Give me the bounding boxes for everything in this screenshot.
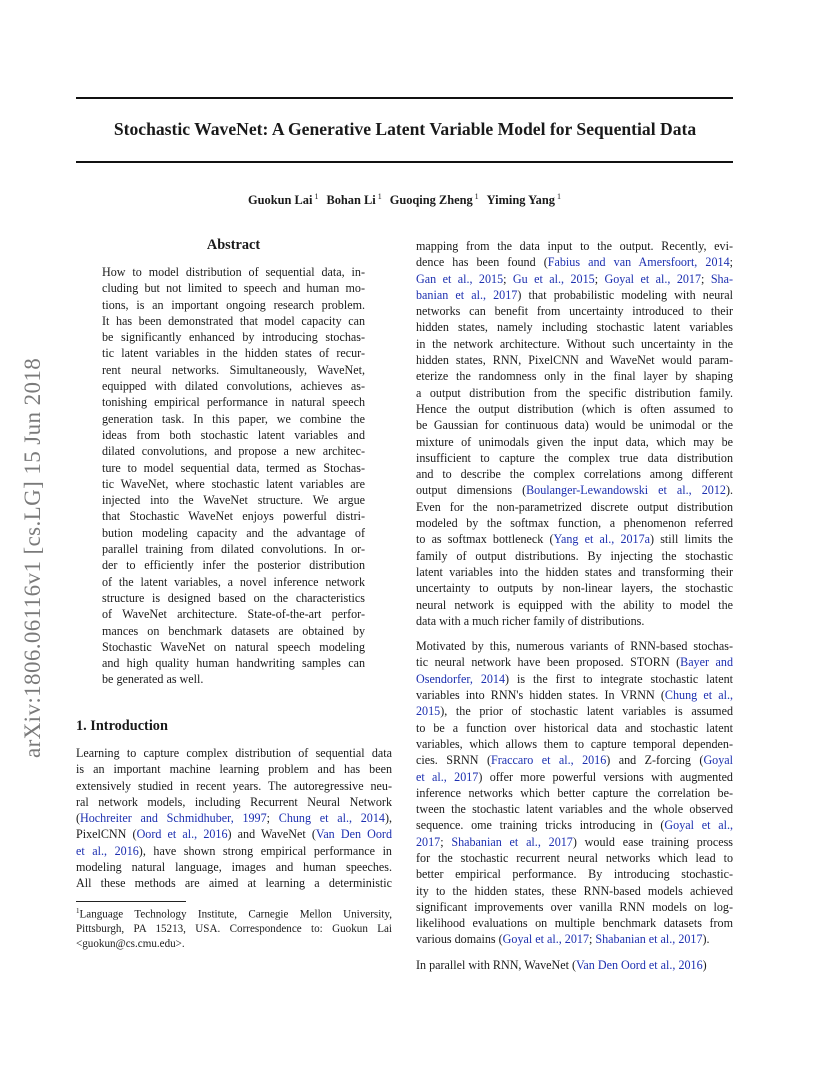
text-line: sequence. ome training tricks introducing in (Goyal et al., (416, 818, 734, 833)
text-line: family of output distributions. By injecting the stochastic (416, 548, 733, 563)
abstract-body (102, 264, 365, 688)
text-line: neural network is equipped with the ability to model the (416, 597, 733, 612)
text-line: extensively studied in recent years. The autoregressive neu- (76, 778, 392, 793)
citation-link[interactable]: Goyal et al., 2017 (502, 932, 589, 947)
author-name: Bohan Li $^1$ (326, 192, 382, 208)
author-name: Guoqing Zheng $^1$ (389, 192, 479, 208)
citation-link[interactable]: Goyal et al., (664, 818, 734, 833)
footnote-marker: 1 (76, 907, 80, 915)
text-line: variables, which allows them to capture temporal dependen- (416, 736, 733, 751)
text-line: be significantly enhanced by introducing stochas- (102, 330, 365, 345)
text-line: uncertainty to outputs by non-linear layers, the stochastic (416, 581, 733, 596)
citation-link[interactable]: et al., 2017 (416, 769, 479, 784)
text-line: insufficient to capture the complex true data distribution (416, 450, 733, 465)
citation-link[interactable]: Goyal et al., 2017 (604, 271, 702, 286)
citation-link[interactable]: 2017 (416, 834, 441, 849)
text-line: 2017; Shabanian et al., 2017) would ease training process (416, 834, 734, 849)
text-line: modeling natural language, images and human speeches. (76, 860, 392, 875)
text-line: structure is designed based on the characteristics (102, 590, 365, 605)
text-line: latent variables into the hidden states and transforming their (416, 564, 733, 579)
text-line: mixture of unimodals given the input data, which may be (416, 434, 733, 449)
text-line: generation task. In this paper, we combine the (102, 411, 365, 426)
text-line: tic latent variables in the hidden states of recur- (102, 346, 365, 361)
citation-link[interactable]: Gu et al., 2015 (512, 271, 595, 286)
text-line: to be a function over historical data and stochastic latent (416, 720, 733, 735)
text-line: inference networks which better capture the correlation be- (416, 785, 733, 800)
footnote-rule (76, 901, 186, 902)
footnote (76, 904, 392, 952)
text-line: likelihood evaluations on multiple benchmark datasets from (416, 916, 733, 931)
text-line: Osendorfer, 2014) is the first to integrate stochastic latent (416, 671, 733, 686)
citation-link[interactable]: Hochreiter and Schmidhuber, 1997 (80, 811, 267, 826)
text-line: be generated as well. (102, 672, 204, 687)
citation-link[interactable]: Van Den Oord (315, 827, 393, 842)
text-line: Learning to capture complex distribution of sequential data (76, 746, 392, 760)
citation-link[interactable]: Oord et al., 2016 (136, 827, 228, 842)
citation-link[interactable]: Boulanger-Lewandowski et al., 2012 (526, 483, 726, 498)
affiliation-marker: 1 (474, 192, 479, 201)
citation-link[interactable]: Osendorfer, 2014 (416, 671, 506, 686)
introduction-heading: 1. Introduction (76, 718, 168, 734)
text-line: ideas from both stochastic latent variables and (102, 427, 365, 442)
text-line: 2015), the prior of stochastic latent variables is assumed (416, 704, 733, 719)
text-line: bution modeling capacity and the advantage of (102, 525, 365, 540)
text-line: hidden states, RNN, PixelCNN and WaveNet would param- (416, 353, 733, 368)
footnote-line: Pittsburgh, PA 15213, USA. Correspondence to: Guokun Lai (76, 923, 392, 936)
citation-link[interactable]: Chung et al., (664, 688, 733, 703)
text-line: output dimensions (Boulanger-Lewandowski et al., 2012). (416, 483, 733, 498)
text-line: significant improvements over vanilla RNN models on log- (416, 899, 733, 914)
text-line: tween the stochastic latent variables and the whole observed (416, 802, 733, 817)
text-line: variables into RNN's hidden states. In VRNN (Chung et al., (416, 688, 733, 703)
citation-link[interactable]: 2015 (416, 704, 441, 719)
citation-link[interactable]: Fabius and van Amersfoort, 2014 (547, 255, 730, 270)
text-line: of the latent variables, a novel inference network (102, 574, 365, 589)
text-line: cluding but not limited to speech and human mo- (102, 281, 365, 296)
text-line: ity to the hidden states, these RNN-based models achieved (416, 883, 733, 898)
text-line: et al., 2017) offer more powerful versions with augmented (416, 769, 733, 784)
text-line: ture to model sequential data, termed as Stochas- (102, 460, 365, 475)
citation-link[interactable]: Fraccaro et al., 2016 (490, 753, 607, 768)
text-line: banian et al., 2017) that probabilistic modeling with neural (416, 287, 734, 302)
text-line: (Hochreiter and Schmidhuber, 1997; Chung et al., 2014), (76, 811, 392, 826)
paragraph (416, 238, 733, 629)
text-line: for the stochastic recurrent neural networks which lead to (416, 850, 733, 865)
text-line: PixelCNN (Oord et al., 2016) and WaveNet (Van Den Oord (76, 827, 393, 842)
author-name: Guokun Lai $^1$ (248, 192, 319, 208)
text-line: It has been demonstrated that model capacity can (102, 313, 365, 328)
text-line: modeled by the softmax function, a phenomenon referred (416, 516, 733, 531)
text-line: rent neural networks. Simultaneously, WaveNet, (102, 362, 365, 377)
text-line: et al., 2016), have shown strong empirical performance in (76, 843, 392, 858)
text-line: equipped with dilated convolutions, achieves as- (102, 379, 365, 394)
text-line: ral network models, including Recurrent Neural Network (76, 794, 392, 809)
text-line: better empirical performance. By introducing stochastic- (416, 867, 733, 882)
footnote-line: $^1$Language Technology Institute, Carnegie Mellon University, (76, 907, 392, 921)
citation-link[interactable]: banian et al., 2017 (416, 287, 518, 302)
citation-link[interactable]: Goyal (703, 753, 733, 768)
citation-link[interactable]: Shabanian et al., 2017 (451, 834, 573, 849)
paragraph (416, 638, 733, 948)
text-line: In parallel with RNN, WaveNet (Van Den Oord et al., 2016) (416, 957, 707, 972)
text-line: in the network architecture. Without such uncertainty in the (416, 336, 733, 351)
text-line: dence has been found (Fabius and van Amersfoort, 2014; (416, 255, 733, 270)
text-line: injected into the WaveNet structure. We argue (102, 493, 365, 508)
text-line: to as softmax bottleneck (Yang et al., 2017a) still limits the (416, 532, 733, 547)
paper-title: Stochastic WaveNet: A Generative Latent Variable Model for Sequential Data (113, 119, 697, 139)
title-rule-bottom (76, 161, 733, 163)
text-line: How to model distribution of sequential data, in- (102, 265, 365, 279)
affiliation-marker: 1 (314, 192, 319, 201)
text-line: a output distribution from the specific distribution family. (416, 385, 733, 400)
text-line: tions, is an important ongoing research problem. (102, 297, 365, 312)
text-line: Motivated by this, numerous variants of RNN-based stochas- (416, 639, 733, 654)
text-line: of WaveNet architecture. State-of-the-art perfor- (102, 607, 365, 622)
citation-link[interactable]: Van Den Oord et al., 2016 (576, 957, 703, 972)
author-name: Yiming Yang $^1$ (486, 192, 561, 208)
text-line: hidden states, namely including stochastic latent variables (416, 320, 733, 335)
citation-link[interactable]: Yang et al., 2017a (553, 532, 651, 547)
citation-link[interactable]: et al., 2016 (76, 843, 139, 858)
citation-link[interactable]: Gan et al., 2015 (416, 271, 504, 286)
paragraph (416, 957, 733, 973)
text-line: Stochastic WaveNet on natural speech modeling (102, 639, 365, 654)
text-line: and high quality human handwriting samples can (102, 656, 365, 671)
title-rule-top (76, 97, 733, 99)
text-line: is an important machine learning problem and has been (76, 762, 392, 777)
text-line: parallel training from dilated convolutions. In or- (102, 542, 365, 557)
affiliation-marker: 1 (377, 192, 382, 201)
citation-link[interactable]: Shabanian et al., 2017 (595, 932, 703, 947)
text-line: mapping from the data input to the output. Recently, evi- (416, 239, 733, 253)
citation-link[interactable]: Chung et al., 2014 (278, 811, 385, 826)
text-line: All these methods are aimed at learning a deterministic (76, 876, 392, 891)
text-line: that Stochastic WaveNet enjoys powerful distri- (102, 509, 365, 524)
text-line: tic neural network have been proposed. STORN (Bayer and (416, 655, 733, 670)
text-line: eterize the randomness only in the final layer by shaping (416, 369, 733, 384)
text-line: be Gaussian for continuous data) would be unimodal or the (416, 418, 733, 433)
citation-link[interactable]: Bayer and (680, 655, 733, 670)
text-line: and to describe the complex correlations among different (416, 467, 733, 482)
text-line: Hence the output distribution (which is often assumed to (416, 401, 733, 416)
text-line: dilated convolutions, and propose a new architec- (102, 444, 365, 459)
text-line: data with a much richer family of distributions. (416, 613, 645, 628)
text-line: various domains (Goyal et al., 2017; Shabanian et al., 2017). (416, 932, 710, 947)
introduction-body (76, 745, 392, 892)
author-list (76, 192, 733, 208)
text-line: Even for the non-parametrized discrete output distribution (416, 499, 733, 514)
text-line: Gan et al., 2015; Gu et al., 2015; Goyal et al., 2017; Sha- (416, 271, 733, 286)
arxiv-identifier: arXiv:1806.06116v1 [cs.LG] 15 Jun 2018 (20, 357, 45, 758)
affiliation-marker: 1 (556, 192, 561, 201)
text-line: cies. SRNN (Fraccaro et al., 2016) and Z-forcing (Goyal (416, 753, 733, 768)
text-line: networks can benefit from uncertainty introduced to their (416, 304, 733, 319)
text-line: mances on benchmark datasets are obtained by (102, 623, 365, 638)
footnote-line: <guokun@cs.cmu.edu>. (76, 938, 185, 951)
text-line: tic WaveNet, where stochastic latent variables are (102, 476, 365, 491)
text-line: der to efficiently infer the posterior distribution (102, 558, 365, 573)
abstract-heading: Abstract (206, 237, 261, 253)
citation-link[interactable]: Sha- (710, 271, 733, 286)
right-column-body (416, 238, 733, 982)
text-line: tonishing empirical performance in natural speech (102, 395, 365, 410)
